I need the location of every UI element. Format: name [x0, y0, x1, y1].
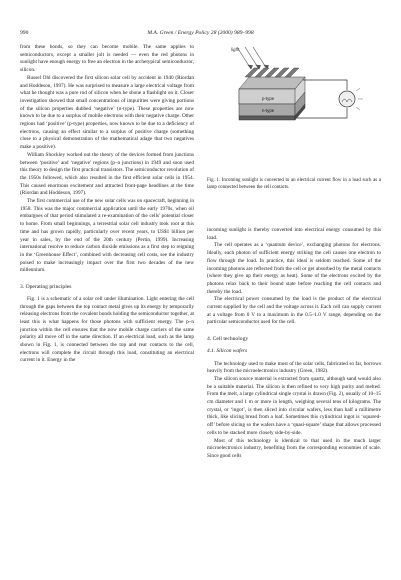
bus-bar — [239, 77, 305, 89]
top-contact-grid — [239, 68, 305, 89]
paragraph: incoming sunlight is thereby converted into electrical energy consumed by this load. — [207, 227, 381, 241]
p-type-label: p-type — [262, 96, 275, 101]
figure-1 — [207, 44, 381, 220]
running-head — [20, 28, 381, 38]
page-number: 990 — [20, 30, 29, 36]
wire-top — [303, 80, 347, 90]
subsection-title: 4.1. Silicon wafers — [207, 347, 248, 354]
paragraph: Fig. 1 is a schematic of a solar cell under illumination. Light entering the cell through the gaps between the top contact metal gives up its energy by temporarily releasing electrons from the covalent bonds holding the semiconductor together, at least this is what happens for those photons with sufficient energy. The p–n junction within the cell ensures that the now mobile charge carriers of the same polarity all move off in the same direction. If an electrical load, such as the lamp shown in Fig. 1, is connected between the top and rear contacts to the cell, electrons will complete the circuit through this load, constituting an electrical current in it. Energy in the — [20, 295, 194, 364]
paragraph: William Shockley worked out the theory of the devices formed from junctions between ‘positive’ and ‘negative’ regions (p–n junctions) in 1949 and soon used this theory to design the first practical transistors. The semiconductor revolution of the 1950s followed, which also resulted in the first efficient solar cells in 1954. This caused enormous excitement and attracted front-page headlines at the time (Riordan and Hoddeson, 1997). — [20, 151, 194, 197]
paragraph: Russel Ohl discovered the first silicon solar cell by accident in 1940 (Riordan and Hoddeson, 1997). He was surprised to measure a large electrical voltage from what he thought was a pure rod of silicon when he shone a flashlight on it. Closer investigation showed that small concentrations of impurities were giving portions of the silicon properties dubbed ‘negative’ (n-type). These properties are now known to be due to a surplus of mobile electrons with their negative charge. Other regions had ‘positive’ (p-type) properties, now known to be due to a deficiency of electrons, causing an effect similar to a surplus of positive charge (something close to a physical demonstration of the mathematical adage that two negatives make a positive). — [20, 74, 194, 151]
paragraph: The cell operates as a ‘quantum device’, exchanging photons for electrons. Ideally, each photon of sufficient energy striking the cell causes one electron to flow through the load. In practice, this ideal is seldom reached. Some of the incoming photons are reflected from the cell or get absorbed by the metal contacts (where they give up their energy as heat). Some of the electrons excited by the photons relax back to their bound state before reaching the cell contacts and thereby the load. — [207, 242, 381, 295]
paragraph: The technology used to make most of the solar cells, fabricated so far, borrows heavily from the microelectronics industry (Green, 1982). — [207, 360, 381, 375]
left-column — [20, 44, 194, 554]
right-column — [207, 227, 381, 557]
figure-caption: Fig. 1. Incoming sunlight is converted to an electrical current flow in a load such as a lamp connected between the cell contacts. — [207, 178, 381, 190]
paragraph: The silicon source material is extracted from quartz, although sand would also be a suitable material. The silicon is then refined to very high purity and melted. From the melt, a large cylindrical single crystal is drawn (Fig. 2), usually of 10–15 cm diameter and 1 m or more in length, weighing several tens of kilograms. The crystal, or ‘ingot’, is then sliced into circular wafers, less than half a millimetre thick, like slicing bread from a loaf. Sometimes this cylindrical ingot is ‘squared-off’ before slicing so the wafers have a ‘quasi-square’ shape that allows processed cells to be stacked more closely side-by-side. — [207, 375, 381, 436]
n-type-label: n-type — [262, 108, 275, 113]
paragraph: from these bonds, so they can become mobile. The same applies to semiconductors, except a smaller jolt is needed — even the red photons in sunlight have enough energy to free an electron in the archetypical semiconductor, silicon. — [20, 44, 194, 74]
light-rays — [237, 47, 269, 69]
paragraph: The first commercial use of the new solar cells was on spacecraft, beginning in 1958. This was the major commercial application until the early 1970s, when oil embargoes of that period stimulated a re-examination of the cells' potential closer to home. From small beginnings, a terrestrial solar cell industry took root at this time and has grown rapidly, particularly over recent years, to US$1 billion per year in sales, by the end of the 20th century (Pertin, 1999). Increasing international resolve to reduce carbon dioxide emissions as a first step to reigning in the ‘Greenhouse Effect’, combined with decreasing cell costs, see the industry poised to make increasingly impact over the first two decades of the new millennium. — [20, 198, 194, 274]
section-title: 4. Cell technology — [207, 336, 249, 343]
journal-citation: M.A. Green / Energy Policy 28 (2000) 989–998 — [147, 30, 254, 36]
paragraph: Most of this technology is identical to that used in the much larger microelectronics industry, benefiting from the corresponding economies of scale. Since good cells — [207, 437, 381, 459]
rear-contact — [239, 116, 295, 120]
wire-bottom — [297, 108, 347, 118]
paragraph: The electrical power consumed by the load is the product of the electrical current supplied by the cell and the voltage across it. Each cell can supply current at a voltage from 0 V to a maximum in the 0.5–1.0 V range, depending on the particular semiconductor used for the cell. — [207, 296, 381, 326]
arrow-head — [248, 65, 253, 69]
section-title: 3. Operating principles — [20, 284, 72, 291]
solar-cell-diagram — [207, 44, 381, 176]
light-label: light — [231, 47, 240, 52]
lamp-icon — [339, 88, 363, 110]
